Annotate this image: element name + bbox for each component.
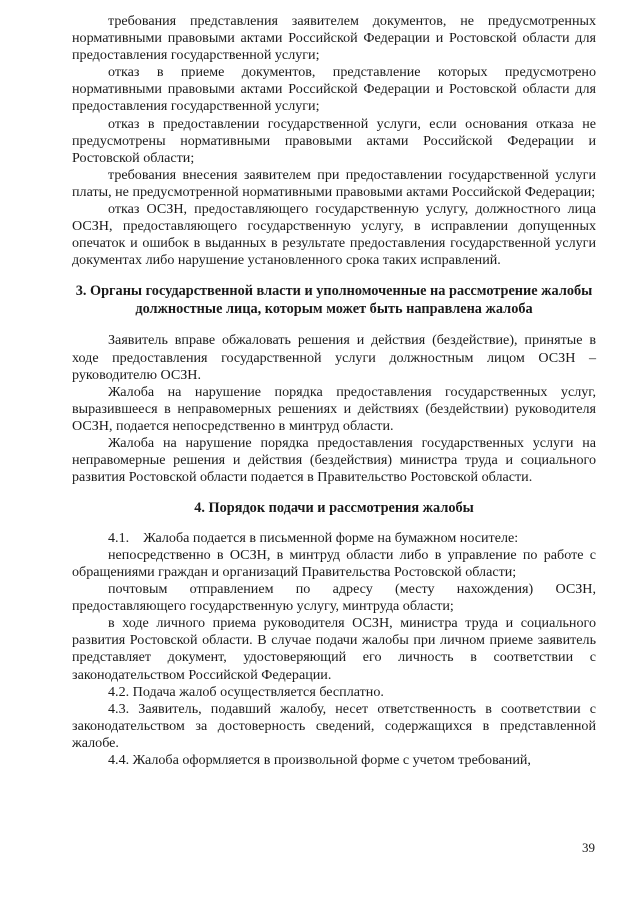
section-3-paragraph-1: Заявитель вправе обжаловать решения и действия (бездействие), принятые в ходе предоставления государственной услуги должностным лицом ОСЗН – руководителю ОСЗН. <box>72 332 596 383</box>
document-page <box>72 13 596 769</box>
section-4-paragraph-5: 4.2. Подача жалоб осуществляется бесплатно. <box>108 683 384 700</box>
section-4-paragraph-6: 4.3. Заявитель, подавший жалобу, несет ответственность в соответствии с законодательством за достоверность сведений, содержащихся в представленной жалобе. <box>72 700 596 751</box>
paragraph-item-5: отказ ОСЗН, предоставляющего государственную услугу, должностного лица ОСЗН, предоставляющего государственную услугу, в исправлении допущенных опечаток и ошибок в выданных в результате предоставления государственной услуги документах либо нарушение установленного срока таких исправлений. <box>72 201 596 269</box>
paragraph-item-3: отказ в предоставлении государственной услуги, если основания отказа не предусмотрены нормативными правовыми актами Российской Федерации и Ростовской области; <box>72 115 596 166</box>
section-4-paragraph-2: непосредственно в ОСЗН, в минтруд области либо в управление по работе с обращениями граждан и организаций Правительства Ростовской области; <box>72 546 596 580</box>
section-4-paragraph-7: 4.4. Жалоба оформляется в произвольной форме с учетом требований, <box>108 751 531 768</box>
section-4-paragraph-3: почтовым отправлением по адресу (месту нахождения) ОСЗН, предоставляющего государственную услугу, минтруда области; <box>72 581 596 615</box>
section-4-paragraph-4: в ходе личного приема руководителя ОСЗН, министра труда и социального развития Ростовской области. В случае подачи жалобы при личном приеме заявитель представляет документ, удостоверяющий его личность в соответствии с законодательством Российской Федерации. <box>72 615 596 683</box>
section-3-heading: 3. Органы государственной власти и уполномоченные на рассмотрение жалобы должностные лица, которым может быть направлена жалоба <box>75 283 593 317</box>
section-3-paragraph-3: Жалоба на нарушение порядка предоставления государственных услуги на неправомерные решения и действия (бездействия) министра труда и социального развития Ростовской области подается в Правительство Ростовской области. <box>72 434 596 486</box>
section-4-heading: 4. Порядок подачи и рассмотрения жалобы <box>194 500 474 517</box>
paragraph-item-1: требования представления заявителем документов, не предусмотренных нормативными правовыми актами Российской Федерации и Ростовской области для предоставления государственной услуги; <box>72 13 596 64</box>
page-number: 39 <box>582 840 595 855</box>
paragraph-item-4: требования внесения заявителем при предоставлении государственной услуги платы, не предусмотренной нормативными правовыми актами Российской Федерации; <box>72 166 596 200</box>
paragraph-item-2: отказ в приеме документов, представление которых предусмотрено нормативными правовыми актами Российской Федерации и Ростовской области для предоставления государственной услуги; <box>72 64 596 115</box>
section-3-paragraph-2: Жалоба на нарушение порядка предоставления государственных услуг, выразившееся в неправомерных решениях и действиях (бездействии) руководителя ОСЗН, подается непосредственно в минтруд области. <box>72 383 596 434</box>
section-4-paragraph-1: 4.1. Жалоба подается в письменной форме на бумажном носителе: <box>108 529 519 546</box>
